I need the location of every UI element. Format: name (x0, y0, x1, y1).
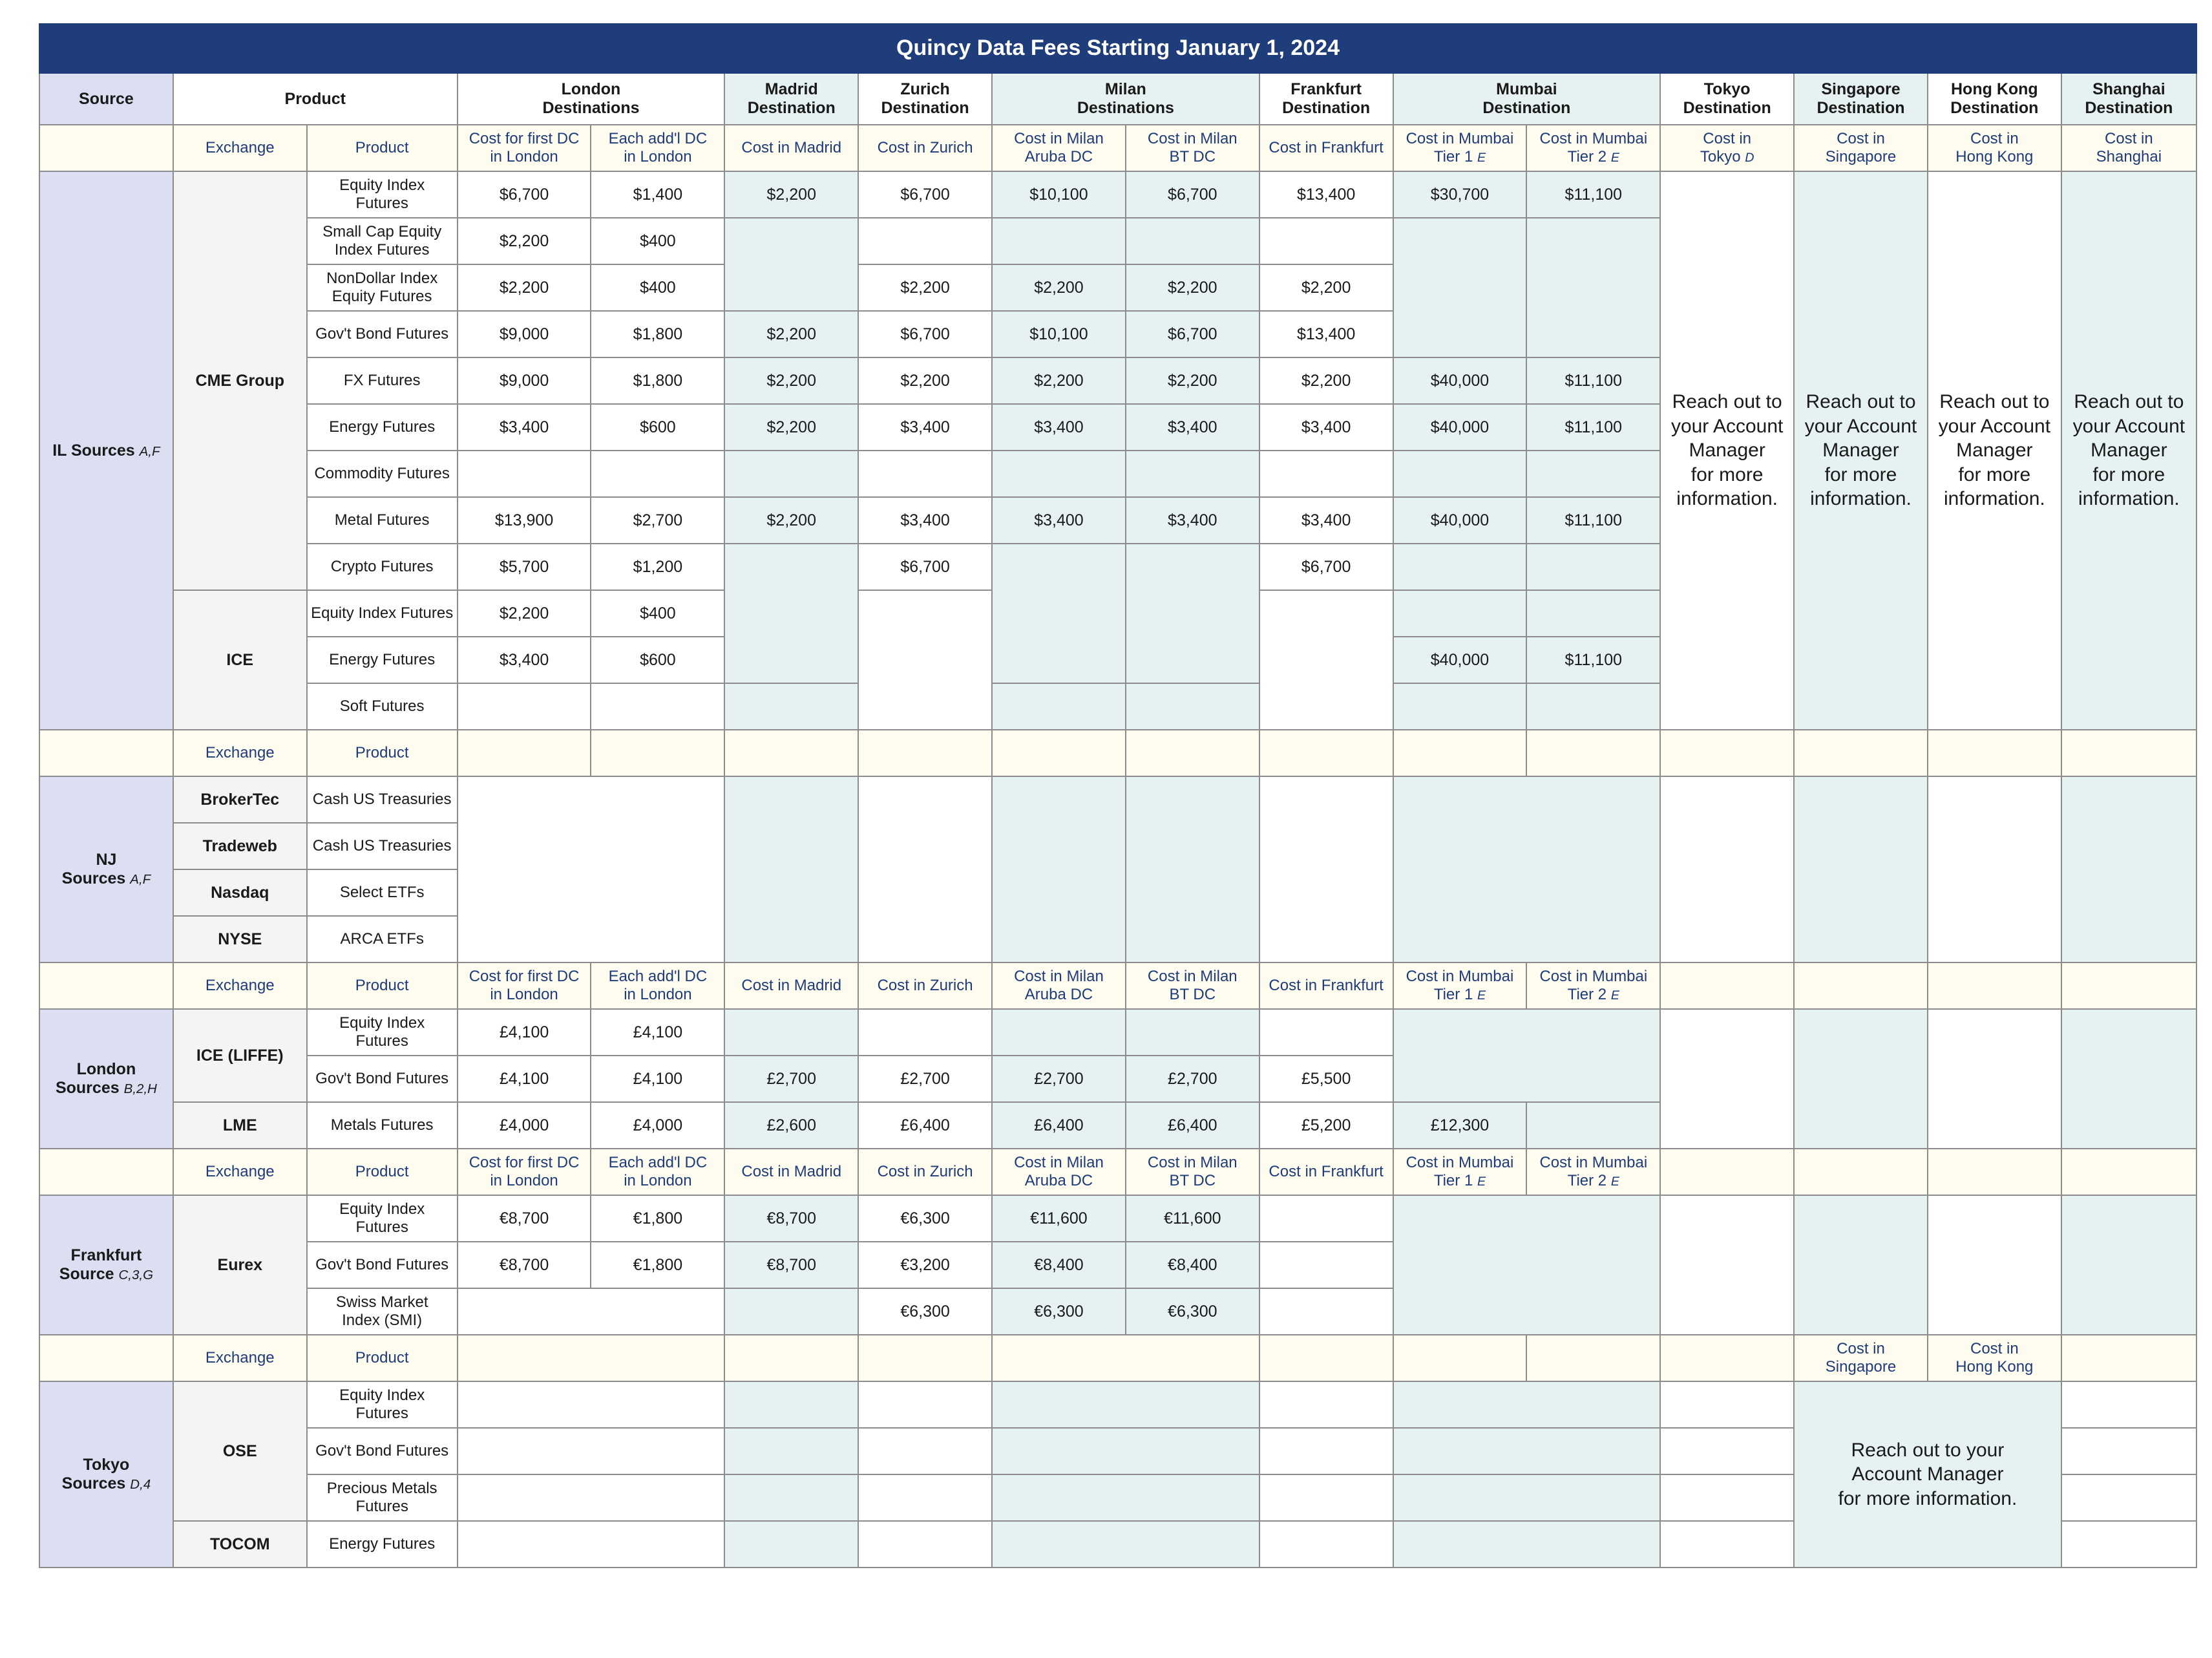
value-cell: £2,700 (724, 1056, 858, 1102)
value-cell: $600 (591, 637, 724, 683)
fee-table (39, 23, 2197, 1568)
hongkong-reach-out: Reach out to your Account Manager for more information. (1928, 171, 2061, 730)
tokyo-reach-out: Reach out to your Account Manager for more information. (1660, 171, 1794, 730)
value-cell: $2,200 (858, 357, 992, 404)
value-cell: €8,400 (992, 1242, 1126, 1288)
value-cell: $3,400 (1126, 497, 1259, 544)
value-cell (1126, 451, 1259, 497)
value-cell (591, 683, 724, 730)
subheader-row (39, 125, 2196, 171)
london-sources-label: London Sources B,2,H (39, 1009, 173, 1149)
subheader-exchange: Exchange (173, 1149, 307, 1195)
ose-label: OSE (173, 1381, 307, 1521)
value-cell (458, 451, 591, 497)
subheader-product: Product (307, 1149, 458, 1195)
value-cell: £4,100 (458, 1009, 591, 1056)
value-cell (1126, 683, 1259, 730)
product-cell: Equity Index Futures (307, 171, 458, 218)
subheader-row (39, 962, 2196, 1009)
value-cell: $6,700 (1126, 171, 1259, 218)
value-cell (1126, 544, 1259, 683)
value-cell: £5,200 (1259, 1102, 1393, 1149)
value-cell: $2,200 (992, 264, 1126, 311)
value-cell: $11,100 (1526, 357, 1660, 404)
subheader-hongkong: Cost in Hong Kong (1928, 1335, 2061, 1381)
value-cell: $40,000 (1393, 637, 1527, 683)
subheader-frankfurt: Cost in Frankfurt (1259, 125, 1393, 171)
value-cell: $10,100 (992, 311, 1126, 357)
singapore-reach-out: Reach out to your Account Manager for more information. (1794, 171, 1928, 730)
value-cell: €8,400 (1126, 1242, 1259, 1288)
value-cell (1393, 451, 1527, 497)
value-cell (724, 544, 858, 683)
value-cell: £4,100 (591, 1009, 724, 1056)
product-cell: Gov't Bond Futures (307, 1056, 458, 1102)
tokyo-sources-label: Tokyo Sources D,4 (39, 1381, 173, 1568)
value-cell: $40,000 (1393, 357, 1527, 404)
eurex-label: Eurex (173, 1195, 307, 1335)
value-cell: £2,600 (724, 1102, 858, 1149)
value-cell (1526, 218, 1660, 357)
value-cell: $3,400 (1126, 404, 1259, 451)
milan-header: Milan Destinations (992, 73, 1259, 125)
subheader-london-add: Each add'l DC in London (591, 1149, 724, 1195)
value-cell: $3,400 (1259, 404, 1393, 451)
asia-reach-out: Reach out to your Account Manager for more information. (1794, 1381, 2061, 1568)
hongkong-header: Hong Kong Destination (1928, 73, 2061, 125)
subheader-london-first: Cost for first DC in London (458, 962, 591, 1009)
subheader-frankfurt: Cost in Frankfurt (1259, 1149, 1393, 1195)
value-cell: $40,000 (1393, 497, 1527, 544)
product-cell: Crypto Futures (307, 544, 458, 590)
value-cell (992, 544, 1126, 683)
tokyo-header: Tokyo Destination (1660, 73, 1794, 125)
subheader-milan-aruba: Cost in Milan Aruba DC (992, 1149, 1126, 1195)
value-cell (858, 590, 992, 730)
exchange-cell: BrokerTec (173, 776, 307, 823)
value-cell (724, 451, 858, 497)
value-cell: $6,700 (858, 311, 992, 357)
value-cell (458, 683, 591, 730)
product-cell: FX Futures (307, 357, 458, 404)
value-cell: £2,700 (992, 1056, 1126, 1102)
fee-table-container (39, 23, 2197, 1568)
value-cell (724, 218, 858, 311)
value-cell: €6,300 (1126, 1288, 1259, 1335)
value-cell (858, 218, 992, 264)
value-cell (724, 683, 858, 730)
exchange-cell: NYSE (173, 916, 307, 962)
value-cell: $6,700 (458, 171, 591, 218)
product-cell: Swiss Market Index (SMI) (307, 1288, 458, 1335)
product-cell: Energy Futures (307, 637, 458, 683)
table-row (39, 171, 2196, 218)
value-cell: $11,100 (1526, 637, 1660, 683)
value-cell: $2,200 (858, 264, 992, 311)
value-cell: $13,900 (458, 497, 591, 544)
value-cell: $2,200 (458, 218, 591, 264)
value-cell: $400 (591, 590, 724, 637)
subheader-mumbai-t1: Cost in Mumbai Tier 1 E (1393, 962, 1527, 1009)
subheader-exchange: Exchange (173, 125, 307, 171)
value-cell: €1,800 (591, 1242, 724, 1288)
value-cell: $6,700 (1259, 544, 1393, 590)
value-cell: $40,000 (1393, 404, 1527, 451)
table-row (39, 1009, 2196, 1056)
subheader-singapore: Cost in Singapore (1794, 125, 1928, 171)
subheader-product: Product (307, 1335, 458, 1381)
value-cell (1393, 544, 1527, 590)
value-cell (1393, 218, 1527, 357)
frankfurt-source-label: Frankfurt Source C,3,G (39, 1195, 173, 1335)
value-cell: £4,100 (458, 1056, 591, 1102)
value-cell: $11,100 (1526, 497, 1660, 544)
value-cell: €11,600 (992, 1195, 1126, 1242)
subheader-london-add: Each add'l DC in London (591, 962, 724, 1009)
source-header: Source (39, 73, 173, 125)
subheader-mumbai-t1: Cost in Mumbai Tier 1 E (1393, 125, 1527, 171)
value-cell: $2,700 (591, 497, 724, 544)
product-cell: Small Cap Equity Index Futures (307, 218, 458, 264)
value-cell: $3,400 (858, 404, 992, 451)
value-cell: $9,000 (458, 357, 591, 404)
product-cell: Equity Index Futures (307, 1009, 458, 1056)
value-cell (992, 683, 1126, 730)
value-cell: $2,200 (458, 264, 591, 311)
product-cell: Soft Futures (307, 683, 458, 730)
subheader-mumbai-t2: Cost in Mumbai Tier 2 E (1526, 962, 1660, 1009)
value-cell: £6,400 (1126, 1102, 1259, 1149)
subheader-tokyo: Cost in Tokyo D (1660, 125, 1794, 171)
value-cell: £5,500 (1259, 1056, 1393, 1102)
value-cell: $3,400 (458, 637, 591, 683)
value-cell: $10,100 (992, 171, 1126, 218)
value-cell: $5,700 (458, 544, 591, 590)
value-cell: $1,200 (591, 544, 724, 590)
ice-liffe-label: ICE (LIFFE) (173, 1009, 307, 1102)
subheader-product: Product (307, 730, 458, 776)
frankfurt-header: Frankfurt Destination (1259, 73, 1393, 125)
subheader-hongkong: Cost in Hong Kong (1928, 125, 2061, 171)
value-cell: £2,700 (858, 1056, 992, 1102)
value-cell: $30,700 (1393, 171, 1527, 218)
subheader-milan-bt: Cost in Milan BT DC (1126, 962, 1259, 1009)
value-cell: $3,400 (858, 497, 992, 544)
madrid-header: Madrid Destination (724, 73, 858, 125)
ice-label: ICE (173, 590, 307, 730)
value-cell: £4,100 (591, 1056, 724, 1102)
product-cell: Equity Index Futures (307, 1195, 458, 1242)
table-row (39, 1195, 2196, 1242)
value-cell: $2,200 (1259, 264, 1393, 311)
subheader-mumbai-t2: Cost in Mumbai Tier 2 E (1526, 125, 1660, 171)
value-cell: $1,400 (591, 171, 724, 218)
value-cell: €6,300 (992, 1288, 1126, 1335)
subheader-milan-aruba: Cost in Milan Aruba DC (992, 125, 1126, 171)
shanghai-header: Shanghai Destination (2061, 73, 2196, 125)
shanghai-reach-out: Reach out to your Account Manager for more information. (2061, 171, 2196, 730)
lme-label: LME (173, 1102, 307, 1149)
table-row (39, 1381, 2196, 1428)
value-cell: $2,200 (458, 590, 591, 637)
exchange-cell: Tradeweb (173, 823, 307, 869)
subheader-exchange: Exchange (173, 962, 307, 1009)
value-cell (1259, 590, 1393, 730)
product-cell: Equity Index Futures (307, 1381, 458, 1428)
column-header-row (39, 73, 2196, 125)
value-cell (1526, 544, 1660, 590)
value-cell: $6,700 (1126, 311, 1259, 357)
product-header: Product (173, 73, 458, 125)
value-cell: $3,400 (1259, 497, 1393, 544)
value-cell (992, 451, 1126, 497)
product-cell: Select ETFs (307, 869, 458, 916)
value-cell: $13,400 (1259, 311, 1393, 357)
value-cell: £12,300 (1393, 1102, 1527, 1149)
subheader-mumbai-t1: Cost in Mumbai Tier 1 E (1393, 1149, 1527, 1195)
product-cell: NonDollar Index Equity Futures (307, 264, 458, 311)
product-cell: Commodity Futures (307, 451, 458, 497)
tocom-label: TOCOM (173, 1521, 307, 1568)
mumbai-header: Mumbai Destination (1393, 73, 1661, 125)
subheader-row (39, 730, 2196, 776)
subheader-zurich: Cost in Zurich (858, 125, 992, 171)
value-cell: $2,200 (1259, 357, 1393, 404)
subheader-empty (39, 730, 173, 776)
value-cell: £4,000 (458, 1102, 591, 1149)
il-sources-label: IL Sources A,F (39, 171, 173, 730)
product-cell: Equity Index Futures (307, 590, 458, 637)
value-cell: $3,400 (992, 497, 1126, 544)
value-cell (1393, 590, 1527, 637)
subheader-madrid: Cost in Madrid (724, 1149, 858, 1195)
value-cell: $2,200 (724, 357, 858, 404)
subheader-product: Product (307, 962, 458, 1009)
value-cell: $13,400 (1259, 171, 1393, 218)
subheader-exchange: Exchange (173, 1335, 307, 1381)
value-cell: €6,300 (858, 1195, 992, 1242)
product-cell: Cash US Treasuries (307, 823, 458, 869)
value-cell: $2,200 (724, 497, 858, 544)
value-cell: $3,400 (992, 404, 1126, 451)
subheader-singapore: Cost in Singapore (1794, 1335, 1928, 1381)
subheader-zurich: Cost in Zurich (858, 1149, 992, 1195)
subheader-milan-aruba: Cost in Milan Aruba DC (992, 962, 1126, 1009)
subheader-milan-bt: Cost in Milan BT DC (1126, 1149, 1259, 1195)
subheader-london-first: Cost for first DC in London (458, 125, 591, 171)
exchange-cell: Nasdaq (173, 869, 307, 916)
value-cell (1526, 451, 1660, 497)
value-cell: €8,700 (458, 1242, 591, 1288)
value-cell: €3,200 (858, 1242, 992, 1288)
value-cell: $2,200 (724, 171, 858, 218)
product-cell: Gov't Bond Futures (307, 1428, 458, 1474)
value-cell: $2,200 (1126, 357, 1259, 404)
singapore-header: Singapore Destination (1794, 73, 1928, 125)
value-cell (992, 218, 1126, 264)
product-cell: Energy Futures (307, 1521, 458, 1568)
value-cell (1259, 451, 1393, 497)
subheader-milan-bt: Cost in Milan BT DC (1126, 125, 1259, 171)
product-cell: Energy Futures (307, 404, 458, 451)
value-cell: $2,200 (1126, 264, 1259, 311)
value-cell: €8,700 (458, 1195, 591, 1242)
subheader-frankfurt: Cost in Frankfurt (1259, 962, 1393, 1009)
subheader-product: Product (307, 125, 458, 171)
product-cell: Gov't Bond Futures (307, 311, 458, 357)
subheader-zurich: Cost in Zurich (858, 962, 992, 1009)
value-cell (1126, 218, 1259, 264)
subheader-row (39, 1149, 2196, 1195)
product-cell: Metals Futures (307, 1102, 458, 1149)
value-cell: $2,200 (724, 311, 858, 357)
value-cell: £4,000 (591, 1102, 724, 1149)
cme-group-label: CME Group (173, 171, 307, 590)
value-cell: $2,200 (992, 357, 1126, 404)
value-cell (1259, 218, 1393, 264)
subheader-empty (39, 125, 173, 171)
subheader-madrid: Cost in Madrid (724, 962, 858, 1009)
nj-sources-label: NJ Sources A,F (39, 776, 173, 962)
product-cell: Cash US Treasuries (307, 776, 458, 823)
value-cell (1526, 683, 1660, 730)
value-cell: $400 (591, 264, 724, 311)
value-cell (1393, 683, 1527, 730)
product-cell: Metal Futures (307, 497, 458, 544)
product-cell: ARCA ETFs (307, 916, 458, 962)
subheader-london-first: Cost for first DC in London (458, 1149, 591, 1195)
value-cell: $600 (591, 404, 724, 451)
value-cell: $11,100 (1526, 171, 1660, 218)
london-header: London Destinations (458, 73, 725, 125)
value-cell: €1,800 (591, 1195, 724, 1242)
value-cell: €6,300 (858, 1288, 992, 1335)
product-cell: Precious Metals Futures (307, 1474, 458, 1521)
value-cell: $3,400 (458, 404, 591, 451)
value-cell: $2,200 (724, 404, 858, 451)
zurich-header: Zurich Destination (858, 73, 992, 125)
subheader-exchange: Exchange (173, 730, 307, 776)
value-cell (858, 451, 992, 497)
value-cell (1526, 590, 1660, 637)
subheader-madrid: Cost in Madrid (724, 125, 858, 171)
value-cell: $11,100 (1526, 404, 1660, 451)
subheader-row (39, 1335, 2196, 1381)
value-cell: €8,700 (724, 1195, 858, 1242)
value-cell: $9,000 (458, 311, 591, 357)
value-cell: £6,400 (858, 1102, 992, 1149)
subheader-mumbai-t2: Cost in Mumbai Tier 2 E (1526, 1149, 1660, 1195)
value-cell: $6,700 (858, 544, 992, 590)
subheader-shanghai: Cost in Shanghai (2061, 125, 2196, 171)
subheader-london-add: Each add'l DC in London (591, 125, 724, 171)
value-cell (591, 451, 724, 497)
value-cell: $400 (591, 218, 724, 264)
value-cell: $6,700 (858, 171, 992, 218)
value-cell: £6,400 (992, 1102, 1126, 1149)
product-cell: Gov't Bond Futures (307, 1242, 458, 1288)
table-title: Quincy Data Fees Starting January 1, 2024 (39, 24, 2196, 73)
value-cell: €8,700 (724, 1242, 858, 1288)
value-cell: €11,600 (1126, 1195, 1259, 1242)
value-cell: £2,700 (1126, 1056, 1259, 1102)
table-row (39, 776, 2196, 823)
value-cell: $1,800 (591, 311, 724, 357)
value-cell: $1,800 (591, 357, 724, 404)
